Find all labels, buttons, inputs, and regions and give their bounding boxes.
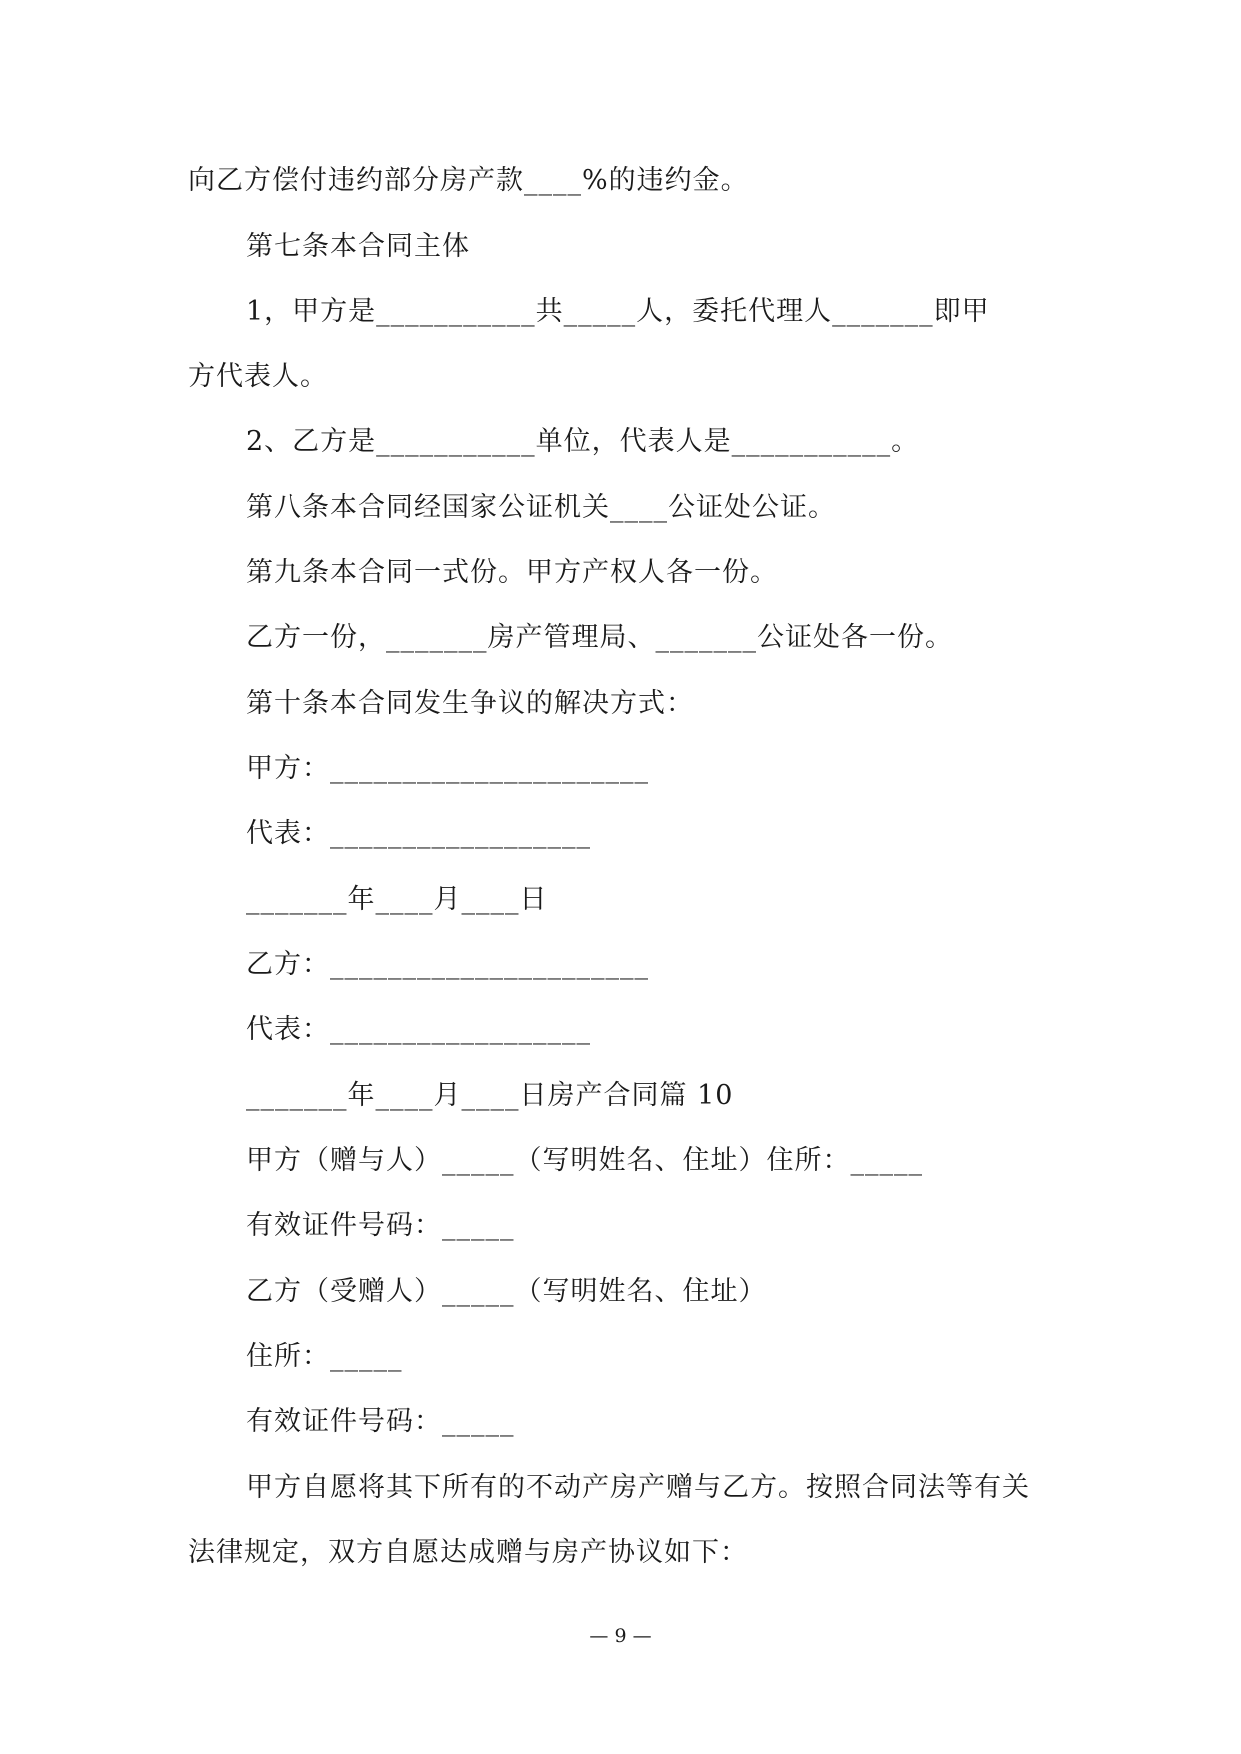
- date-line: _______年____月____日房产合同篇 10: [246, 1080, 734, 1111]
- text-line: 乙方（受赠人）_____（写明姓名、住址）: [246, 1276, 767, 1307]
- text-line: 乙方一份，_______房产管理局、_______公证处各一份。: [246, 622, 953, 653]
- text-line: 住所：_____: [246, 1341, 403, 1372]
- signature-line: 代表：__________________: [246, 818, 591, 849]
- text-line: 甲方（赠与人）_____（写明姓名、住址）住所：_____: [246, 1145, 923, 1176]
- text-line: 方代表人。: [188, 361, 328, 392]
- text-line: 法律规定，双方自愿达成赠与房产协议如下：: [188, 1537, 748, 1568]
- signature-line: 甲方：______________________: [246, 753, 649, 784]
- text-line: 2、乙方是___________单位，代表人是___________。: [246, 426, 920, 457]
- section-heading: 第九条本合同一式份。甲方产权人各一份。: [246, 557, 778, 588]
- section-heading: 第十条本合同发生争议的解决方式：: [246, 688, 694, 719]
- text-line: 1，甲方是___________共_____人，委托代理人_______即甲: [246, 296, 990, 327]
- text-line: 有效证件号码：_____: [246, 1210, 515, 1241]
- signature-line: 代表：__________________: [246, 1014, 591, 1045]
- text-line: 甲方自愿将其下所有的不动产房产赠与乙方。按照合同法等有关: [246, 1472, 1030, 1503]
- section-heading: 第八条本合同经国家公证机关____公证处公证。: [246, 492, 836, 523]
- page-number: — 9 —: [589, 1625, 652, 1647]
- date-line: _______年____月____日: [246, 884, 548, 915]
- text-line: 有效证件号码：_____: [246, 1406, 515, 1437]
- signature-line: 乙方：______________________: [246, 949, 649, 980]
- text-line: 向乙方偿付违约部分房产款____%的违约金。: [188, 165, 749, 196]
- section-heading: 第七条本合同主体: [246, 231, 470, 262]
